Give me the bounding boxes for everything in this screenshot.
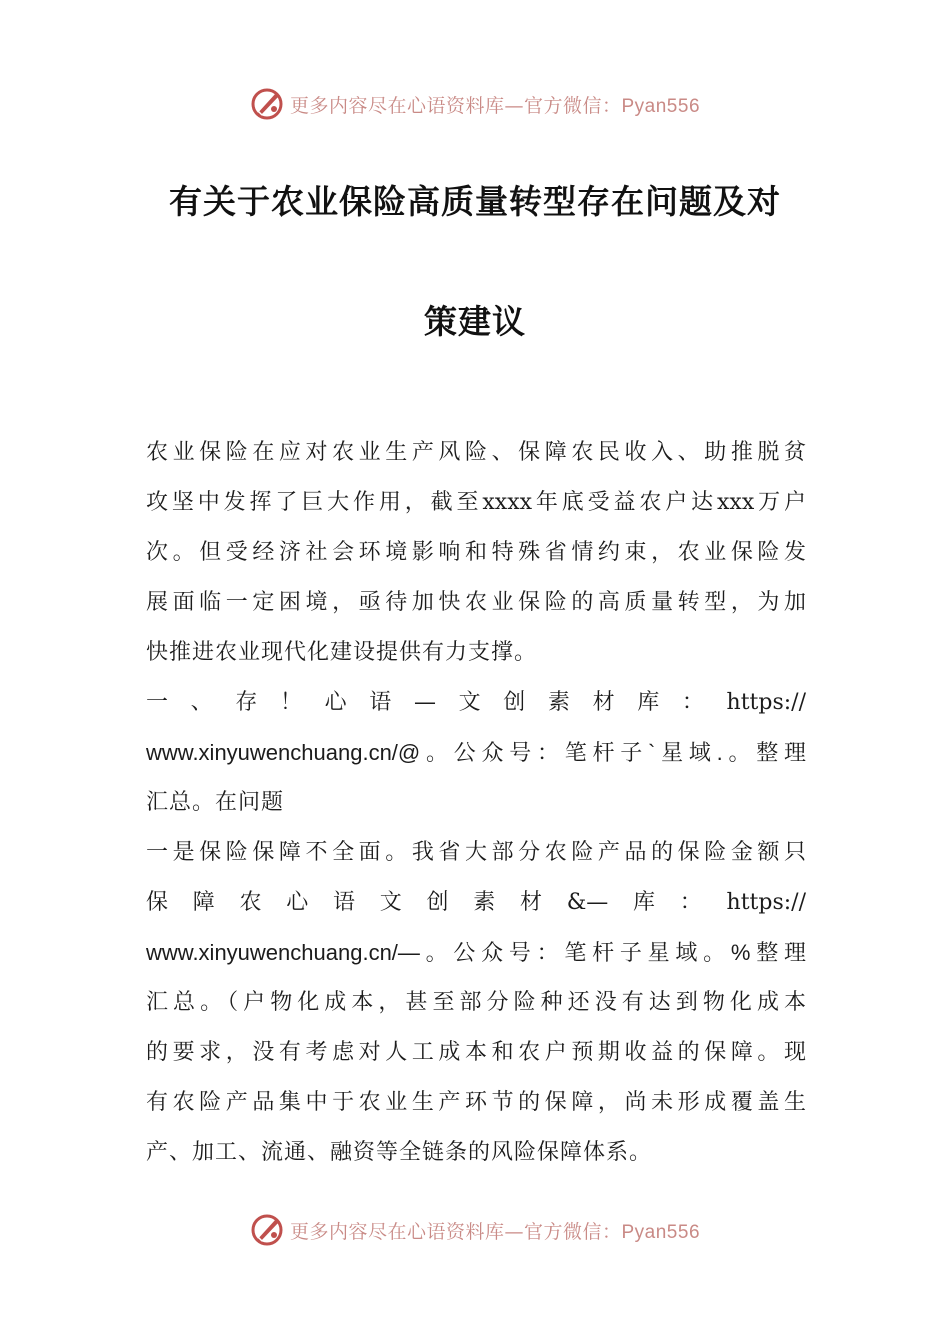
- document-body: [146, 428, 806, 1178]
- body-line: 展面临一定困境，亟待加快农业保险的高质量转型，为加: [146, 590, 806, 615]
- document-title-line-2: 策建议: [424, 302, 526, 341]
- body-line: 一、存！心语—文创素材库：https://: [146, 690, 806, 715]
- body-line: 汇总。在问题: [146, 790, 285, 815]
- document-title-line-1: 有关于农业保险高质量转型存在问题及对: [169, 182, 781, 221]
- body-line: 的要求，没有考虑对人工成本和农户预期收益的保障。现: [146, 1040, 806, 1065]
- body-line: www.xinyuwenchuang.cn/—。公众号：笔杆子星域。%整理: [146, 940, 806, 965]
- body-line: 一是保险保障不全面。我省大部分农险产品的保险金额只: [146, 840, 806, 865]
- body-line: 汇总。（户物化成本，甚至部分险种还没有达到物化成本: [146, 990, 806, 1015]
- header-banner: [0, 84, 950, 124]
- body-line: 农业保险在应对农业生产风险、保障农民收入、助推脱贫: [146, 440, 806, 465]
- body-line: 产、加工、流通、融资等全链条的风险保障体系。: [146, 1140, 653, 1165]
- banner-text: 更多内容尽在心语资料库—官方微信：Pyan556: [289, 1220, 701, 1243]
- quill-logo-icon: [250, 87, 284, 121]
- banner-text: 更多内容尽在心语资料库—官方微信：Pyan556: [289, 94, 701, 117]
- body-line: www.xinyuwenchuang.cn/@。公众号：笔杆子`星域.。整理: [146, 740, 806, 765]
- body-line: 攻坚中发挥了巨大作用，截至xxxx年底受益农户达xxx万户: [146, 490, 806, 515]
- quill-logo-icon: [250, 1213, 284, 1247]
- body-line: 快推进农业现代化建设提供有力支撑。: [146, 640, 538, 665]
- body-line: 有农险产品集中于农业生产环节的保障，尚未形成覆盖生: [146, 1090, 806, 1115]
- body-line: 保障农心语文创素材&—库：https://: [146, 890, 806, 915]
- footer-banner: [0, 1210, 950, 1250]
- body-line: 次。但受经济社会环境影响和特殊省情约束，农业保险发: [146, 540, 806, 565]
